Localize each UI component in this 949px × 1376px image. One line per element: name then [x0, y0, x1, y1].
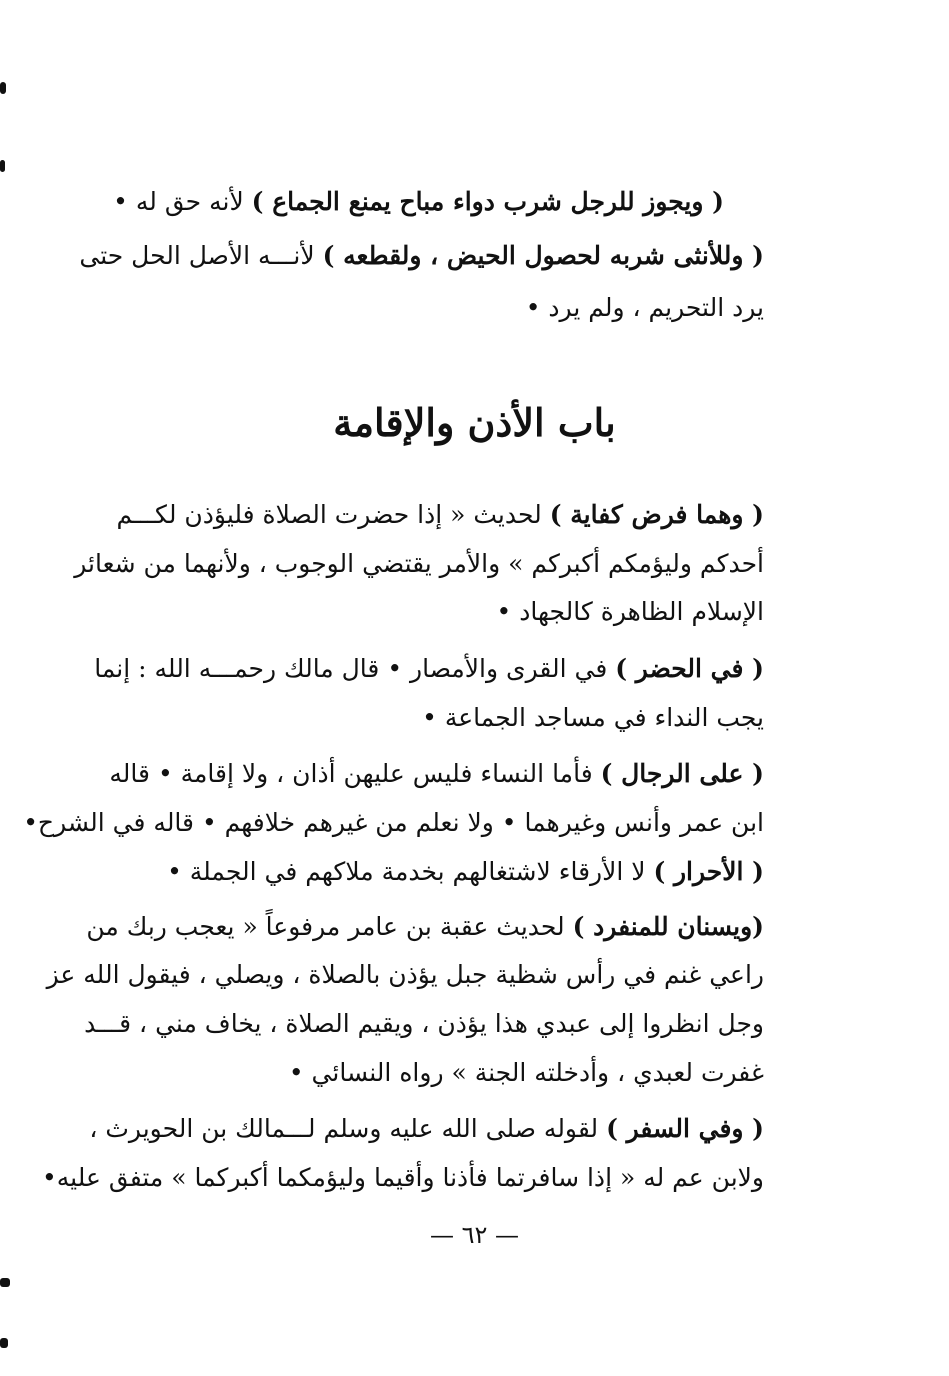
text-run: لحديث عقبة بن عامر مرفوعاً « يعجب ربك من — [86, 912, 573, 941]
bold-phrase: ( الأحرار ) — [653, 857, 764, 886]
text-line — [79, 239, 764, 273]
text-run: لحديث « إذا حضرت الصلاة فليؤذن لكـــم — [116, 500, 550, 529]
margin-mark — [0, 160, 5, 172]
text-line: ولابن عم له « إذا سافرتما فأذنا وأقيما وليؤمكما أكبركما » متفق عليه• — [42, 1163, 764, 1192]
bold-phrase: ( ويجوز للرجل شرب دواء مباح يمنع الجماع ) — [251, 187, 724, 216]
bold-phrase: ( وللأنثى شربه لحصول الحيض ، ولقطعه ) — [322, 241, 764, 270]
text-run: لأنه حق له • — [113, 187, 252, 216]
text-line — [120, 855, 764, 889]
page-number: — ٦٢ — — [429, 1221, 520, 1249]
bold-phrase: ( في الحضر ) — [615, 654, 764, 683]
text-line — [116, 498, 764, 532]
text-line: يجب النداء في مساجد الجماعة • — [422, 703, 764, 732]
text-line: يرد التحريم ، ولم يرد • — [525, 293, 764, 322]
text-line — [89, 1112, 764, 1146]
text-run: لقوله صلى الله عليه وسلم لـــمالك بن الحويرث ، — [89, 1114, 607, 1143]
text-line: الإسلام الظاهرة كالجهاد • — [496, 597, 764, 626]
margin-mark — [0, 82, 6, 94]
text-line: أحدكم وليؤمكم أكبركم » والأمر يقتضي الوجوب ، ولأنهما من شعائر — [74, 549, 764, 578]
text-run: في القرى والأمصار • قال مالك رحمـــه الله : إنما — [94, 654, 616, 683]
section-heading: باب الأذن والإقامة — [333, 400, 616, 445]
bold-phrase: ( وفي السفر ) — [606, 1114, 764, 1143]
text-line — [86, 910, 764, 944]
text-run: لأنـــه الأصل الحل حتى — [79, 241, 323, 270]
text-run: فأما النساء فليس عليهن أذان ، ولا إقامة • قاله — [109, 759, 601, 788]
bold-phrase: ( على الرجال ) — [600, 759, 764, 788]
text-line — [113, 185, 764, 219]
text-line: وجل انظروا إلى عبدي هذا يؤذن ، ويقيم الصلاة ، يخاف مني ، قـــد — [84, 1009, 764, 1038]
text-line: غفرت لعبدي ، وأدخلته الجنة » رواه النسائي • — [288, 1058, 764, 1087]
text-line: ابن عمر وأنس وغيرهما • ولا نعلم من غيرهم خلافهم • قاله في الشرح• — [23, 808, 764, 837]
margin-mark — [0, 1278, 10, 1287]
text-line: راعي غنم في رأس شظية جبل يؤذن بالصلاة ، ويصلي ، فيقول الله عز — [46, 960, 764, 989]
bold-phrase: (ويسنان للمنفرد ) — [572, 912, 764, 941]
text-run: لا الأرقاء لاشتغالهم بخدمة ملاكهم في الجملة • — [167, 857, 654, 886]
text-line — [109, 757, 764, 791]
bold-phrase: ( وهما فرض كفاية ) — [549, 500, 764, 529]
text-line — [94, 652, 764, 686]
margin-mark — [0, 1338, 8, 1348]
